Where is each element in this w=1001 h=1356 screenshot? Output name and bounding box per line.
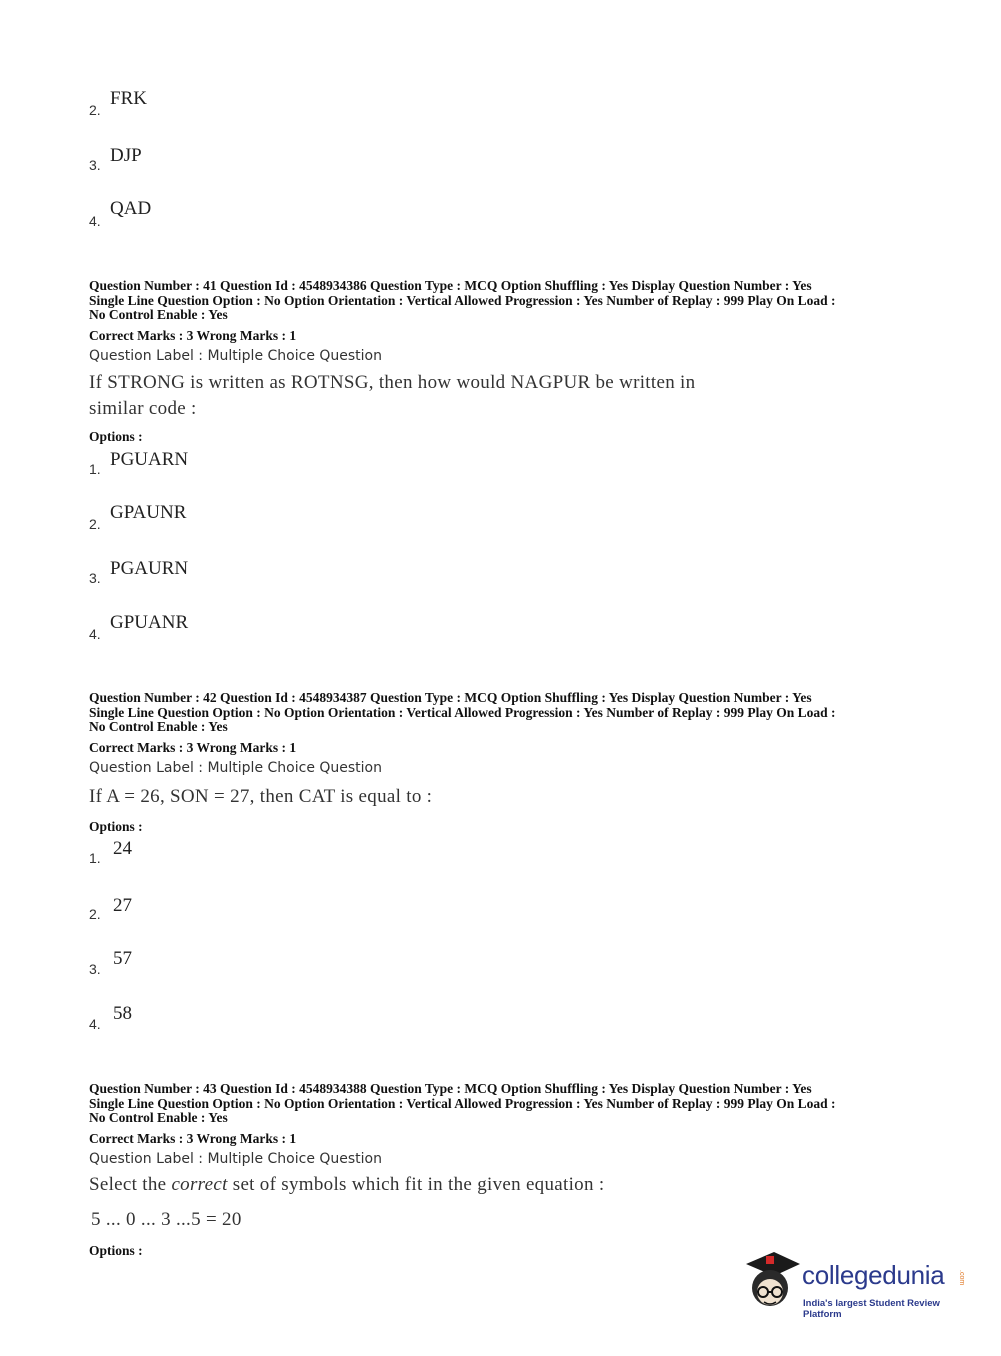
option-text: 57 [113,948,132,969]
meta-line: Question Number : 43 Question Id : 4548934388 Question Type : MCQ Option Shuffling : Yes Display Question Number : Yes [89,1081,812,1096]
option-text: GPAUNR [110,502,187,523]
meta-line: Question Number : 42 Question Id : 4548934387 Question Type : MCQ Option Shuffling : Yes Display Question Number : Yes [89,690,812,705]
option-number: 4. [89,626,101,642]
option-number: 3. [89,570,101,586]
option-text: GPUANR [110,612,189,633]
meta-line: No Control Enable : Yes [89,719,228,734]
meta-line: Single Line Question Option : No Option Orientation : Vertical Allowed Progression : Yes Number of Replay : 999 Play On Load : [89,704,836,720]
option-text: 58 [113,1003,132,1024]
question-text-emphasis: correct [171,1174,228,1195]
option-number: 3. [89,961,101,977]
meta-line: Single Line Question Option : No Option Orientation : Vertical Allowed Progression : Yes Number of Replay : 999 Play On Load : [89,292,836,308]
logo-tagline: India's largest Student Review Platform [803,1298,940,1320]
options-label: Options : [89,429,143,444]
question-meta [89,1082,919,1126]
option-text: PGAURN [110,558,189,579]
option-number: 3. [89,157,101,173]
question-marks: Correct Marks : 3 Wrong Marks : 1 [89,1131,297,1146]
question-label: Question Label : Multiple Choice Question [89,1151,382,1167]
question-text-part: Select the [89,1174,172,1195]
option-text: 27 [113,895,132,916]
options-label: Options : [89,1243,143,1258]
question-text [89,370,695,422]
logo-domain: .com [958,1270,965,1286]
option-text: FRK [110,88,147,109]
question-marks: Correct Marks : 3 Wrong Marks : 1 [89,740,297,755]
option-number: 2. [89,516,101,532]
question-marks: Correct Marks : 3 Wrong Marks : 1 [89,328,297,343]
meta-line: Question Number : 41 Question Id : 4548934386 Question Type : MCQ Option Shuffling : Yes Display Question Number : Yes [89,278,812,293]
option-number: 1. [89,461,101,477]
option-text: 24 [113,838,132,859]
question-text-part: set of symbols which fit in the given equation : [227,1174,605,1195]
meta-line: No Control Enable : Yes [89,307,228,322]
question-text-line: If STRONG is written as ROTNSG, then how would NAGPUR be written in [89,372,696,393]
option-number: 4. [89,213,101,229]
option-text: PGUARN [110,449,189,470]
meta-line: Single Line Question Option : No Option Orientation : Vertical Allowed Progression : Yes Number of Replay : 999 Play On Load : [89,1095,836,1111]
student-mascot-icon [740,1250,802,1314]
collegedunia-logo [740,1250,970,1320]
option-text: QAD [110,198,152,219]
option-text: DJP [110,145,142,166]
question-text [89,1174,604,1196]
option-number: 2. [89,906,101,922]
logo-wordmark: collegedunia [802,1260,945,1290]
question-meta [89,691,919,735]
question-label: Question Label : Multiple Choice Question [89,348,382,364]
question-meta [89,279,919,323]
option-number: 4. [89,1016,101,1032]
option-number: 1. [89,850,101,866]
meta-line: No Control Enable : Yes [89,1110,228,1125]
question-text-line: similar code : [89,398,197,419]
question-equation: 5 ... 0 ... 3 ...5 = 20 [91,1209,242,1230]
options-label: Options : [89,819,143,834]
question-label: Question Label : Multiple Choice Question [89,760,382,776]
option-number: 2. [89,102,101,118]
question-text: If A = 26, SON = 27, then CAT is equal to : [89,786,433,807]
